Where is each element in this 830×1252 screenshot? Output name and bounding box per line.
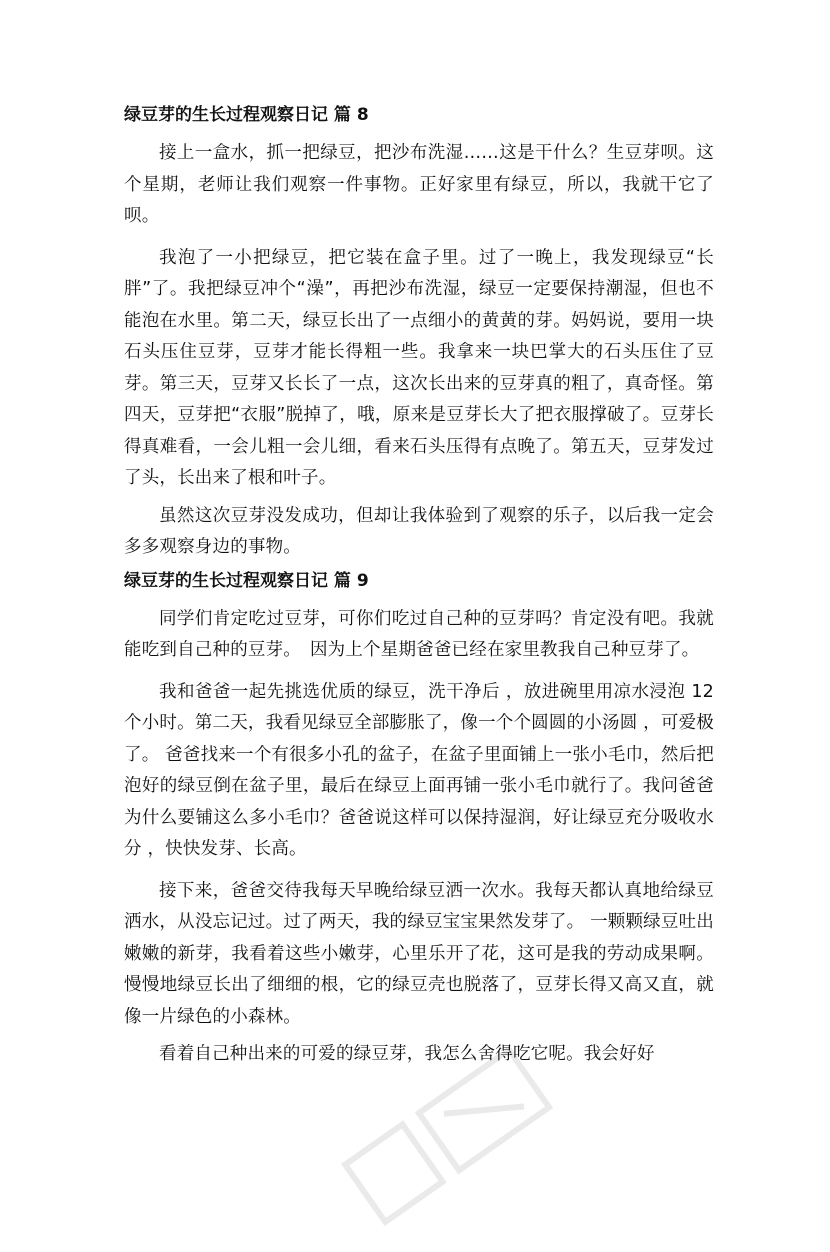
paragraph: 接下来，爸爸交待我每天早晚给绿豆洒一次水。我每天都认真地给绿豆洒水，从没忘记过。过了两天，我的绿豆宝宝果然发芽了。 一颗颗绿豆吐出嫩嫩的新芽，我看着这些小嫩芽，心里乐开了花，这可是我的劳动成果啊。慢慢地绿豆长出了细细的根，它的绿豆壳也脱落了，豆芽长得又高又直，就像一片绿色的小森林。 [124,880,714,1027]
section-heading: 绿豆芽的生长过程观察日记 篇 9 [124,570,369,591]
paragraph: 看着自己种出来的可爱的绿豆芽，我怎么舍得吃它呢。我会好好 [159,1044,655,1064]
section-heading: 绿豆芽的生长过程观察日记 篇 8 [124,105,369,125]
paragraph: 虽然这次豆芽没发成功，但却让我体验到了观察的乐子，以后我一定会多多观察身边的事物。 [124,505,714,557]
paragraph: 我和爸爸一起先挑选优质的绿豆，洗干净后 ，放进碗里用凉水浸泡 12 个小时。第二天，我看见绿豆全部膨胀了，像一个个圆圆的小汤圆 ，可爱极了。 爸爸找来一个有很多小孔的盆子，在盆子里面铺上一张小毛巾，然后把泡好的绿豆倒在盆子里，最后在绿豆上面再铺一张小毛巾就行了。我问爸爸为什么要铺这么多小毛巾？爸爸说这样可以保持湿润，好让绿豆充分吸收水分 ，快快发芽、长高。 [124,681,714,859]
paragraph: 接上一盒水，抓一把绿豆，把沙布洗湿……这是干什么？生豆芽呗。这个星期，老师让我们观察一件事物。正好家里有绿豆，所以，我就干它了呗。 [124,143,714,226]
document-body [124,98,714,1071]
paragraph: 我泡了一小把绿豆，把它装在盒子里。过了一晚上，我发现绿豆“长胖”了。我把绿豆冲个“澡”，再把沙布洗湿，绿豆一定要保持潮湿，但也不能泡在水里。第二天，绿豆长出了一点细小的黄黄的芽。妈妈说，要用一块石头压住豆芽，豆芽才能长得粗一些。我拿来一块巴掌大的石头压住了豆芽。第三天，豆芽又长长了一点，这次长出来的豆芽真的粗了，真奇怪。第四天，豆芽把“衣服”脱掉了，哦，原来是豆芽长大了把衣服撑破了。豆芽长得真难看，一会儿粗一会儿细，看来石头压得有点晚了。第五天，豆芽发过了头，长出来了根和叶子。 [124,247,714,488]
paragraph: 同学们肯定吃过豆芽，可你们吃过自己种的豆芽吗？肯定没有吧。我就能吃到自己种的豆芽。 因为上个星期爸爸已经在家里教我自己种豆芽了。 [124,608,714,660]
